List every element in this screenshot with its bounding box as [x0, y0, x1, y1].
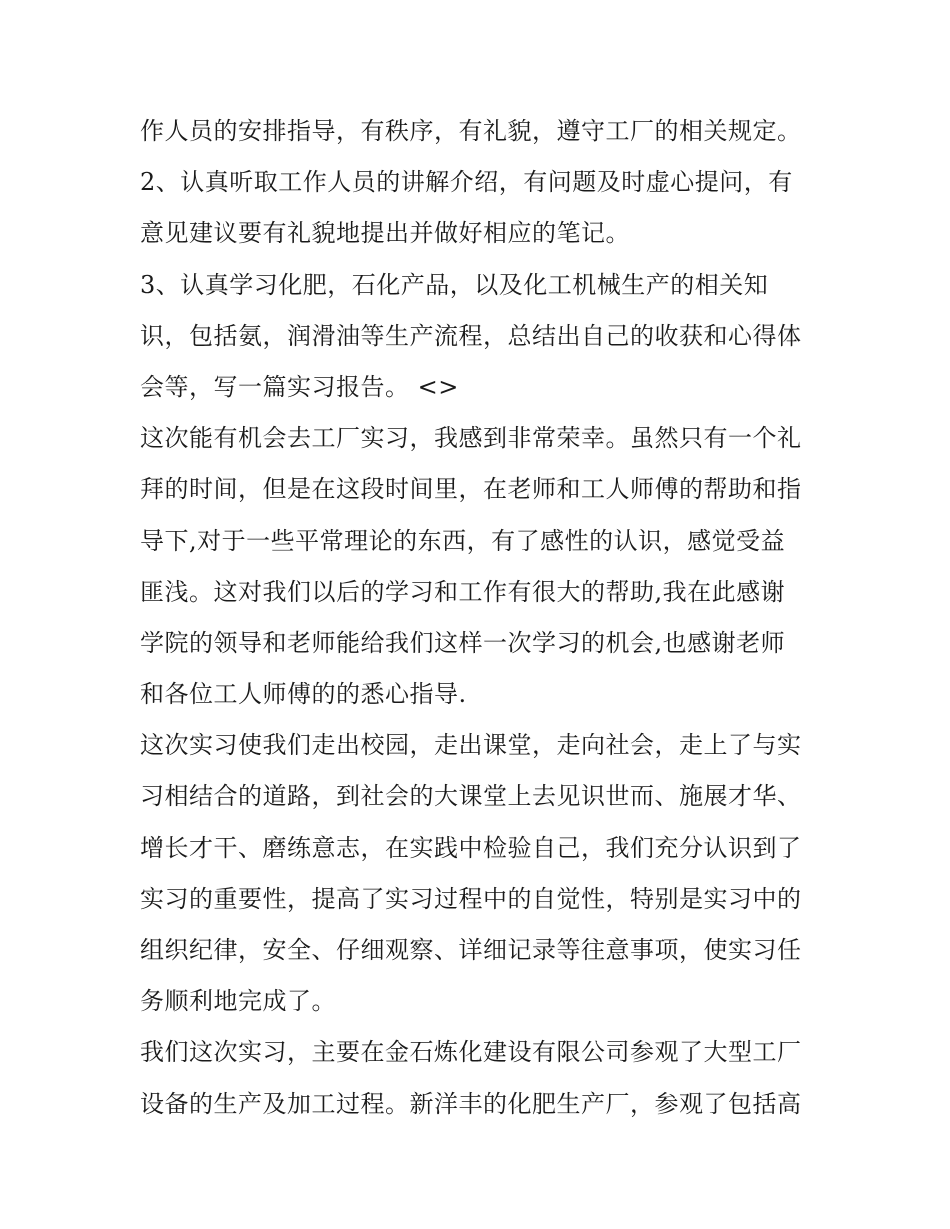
text-line: 设备的生产及加工过程。新洋丰的化肥生产厂，参观了包括高 — [140, 1089, 802, 1118]
text-line: 会等，写一篇实习报告。 <> — [140, 372, 459, 401]
text-line: 3、认真学习化肥，石化产品，以及化工机械生产的相关知 — [140, 270, 769, 299]
text-line: 意见建议要有礼貌地提出并做好相应的笔记。 — [140, 219, 630, 248]
text-line: 2、认真听取工作人员的讲解介绍，有问题及时虚心提问，有 — [140, 168, 793, 197]
text-line: 习相结合的道路，到社会的大课堂上去见识世而、施展才华、 — [140, 782, 802, 811]
text-line: 识，包括氨，润滑油等生产流程，总结出自己的收获和心得体 — [140, 321, 802, 350]
text-line: 导下,对于一些平常理论的东西，有了感性的认识，感觉受益 — [140, 526, 786, 555]
text-line: 组织纪律，安全、仔细观察、详细记录等往意事项，使实习任 — [140, 936, 802, 964]
text-line: 和各位工人师傅的的悉心指导. — [140, 680, 467, 709]
text-line: 我们这次实习，主要在金石炼化建设有限公司参观了大型工厂 — [140, 1038, 802, 1067]
text-line: 作人员的安排指导，有秩序，有礼貌，遵守工厂的相关规定。 — [140, 117, 802, 145]
text-line: 拜的时间，但是在这段时间里，在老师和工人师傅的帮助和指 — [140, 475, 802, 504]
text-line: 这次实习使我们走出校园，走出课堂，走向社会，走上了与实 — [140, 731, 802, 760]
text-line: 实习的重要性，提高了实习过程中的自觉性，特别是实习中的 — [140, 884, 802, 913]
document-body — [140, 106, 820, 1130]
text-line: 增长才干、磨练意志，在实践中检验自己，我们充分认识到了 — [140, 833, 802, 862]
text-line: 匪浅。这对我们以后的学习和工作有很大的帮助,我在此感谢 — [140, 577, 786, 606]
text-line: 务顺利地完成了。 — [140, 987, 336, 1016]
text-line: 学院的领导和老师能给我们这样一次学习的机会,也感谢老师 — [140, 628, 786, 657]
text-line: 这次能有机会去工厂实习，我感到非常荣幸。虽然只有一个礼 — [140, 424, 802, 453]
